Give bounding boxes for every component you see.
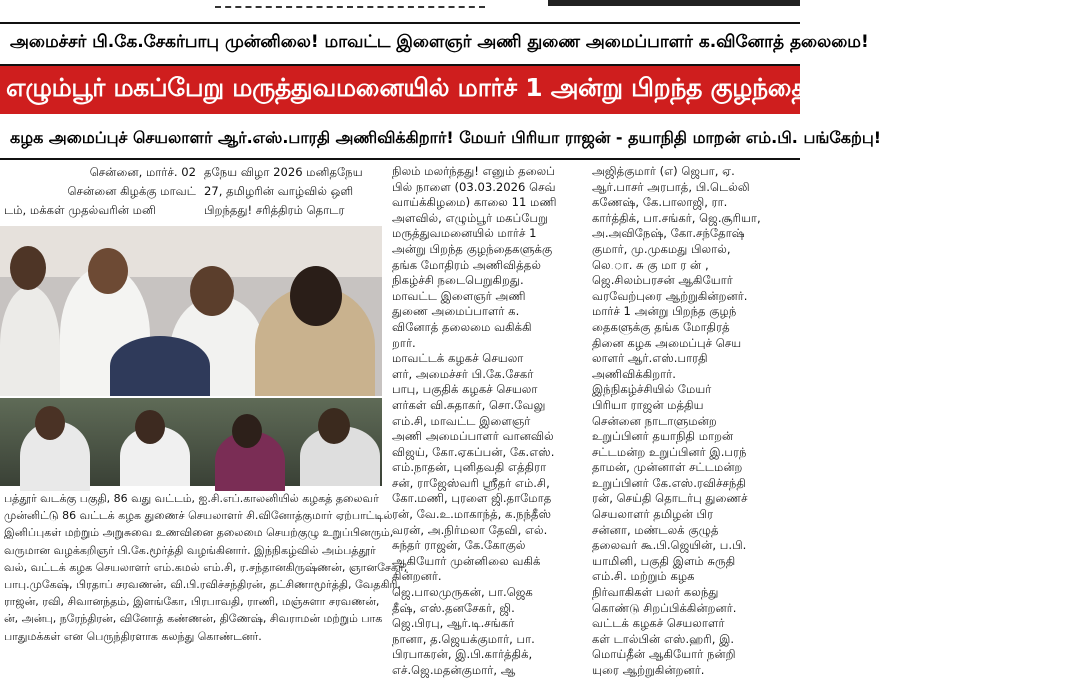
column-line: உறுப்பினர் தயாநிதி மாறன் [592,429,734,444]
column-line: தீஷ், எஸ்.தனசேகர், ஜி. [392,600,515,615]
black-bar [548,0,800,6]
person-head [318,408,350,444]
column-line: தாமன், முன்னாள் சட்டமன்ற [592,460,743,475]
column-line: வட்டக் கழகச் செயலாளர் [592,616,725,631]
column-line: அணி அமைப்பாளர் வானவில் [392,429,554,444]
caption-line: பாதுமக்கள் என பெருந்திரளாக கலந்து கொண்டனர். [4,629,262,643]
column-line: கொண்டு சிறப்பிக்கின்றனர். [592,600,737,615]
column-line: அணிவிக்கிறார். [592,366,676,381]
dashed-divider [215,0,485,8]
column-line: சட்டமன்ற உறுப்பினர் இ.பரந் [592,444,747,459]
person-figure [110,336,210,396]
caption-line: வருமான வழக்கறிஞர் பி.கே.மூர்த்தி வழங்கினார். இந்நிகழ்வில் அம்பத்தூர் [4,543,376,557]
column-line: பாபு, பகுதிக் கழகச் செயலா [392,382,538,397]
person-head [232,414,262,448]
event-photo [0,226,382,486]
column-line: நானா, த.ஜெயக்குமார், பா. [392,631,535,646]
column-line: தினை கழக அமைப்புச் செய [592,335,742,350]
column-line: யுரை ஆற்றுகின்றனர். [592,663,705,677]
column-line: அஜித்குமார் (எ) ஜெபா, ஏ. [592,164,735,178]
column-line: டம், மக்கள் முதல்வரின் மனி [4,203,156,217]
article-column-1 [4,164,196,221]
article-column-4 [592,164,792,679]
headline-main: எழும்பூர் மகப்பேறு மருத்துவமனையில் மார்ச் 1 அன்று பிறந்த குழந்தைகளுக்கு தங்க மோதிரம்! [6,73,1077,102]
column-line: ளர், அமைச்சர் பி.கே.சேகர் [392,366,534,381]
column-line: ரன், வே.உ.மாகாந்த், க.நந்தீஸ் [392,507,552,522]
column-line: சன், ராஜேஸ்வரி ஸ்ரீதர் எம்.சி, [392,475,550,490]
person-figure [0,286,60,406]
photo-caption [4,490,408,645]
column-line: சுந்தர் ராஜன், கே.கோகுல் [392,538,526,553]
column-line: வரவேற்புரை ஆற்றுகின்றனர். [592,288,748,303]
column-line: பிரபாகரன், இ.பி.கார்த்திக், [392,647,533,662]
column-line: சென்னை கிழக்கு மாவட் [67,184,196,198]
column-line: ஜெ.பிரபு, ஆர்.டி.சங்கர் [392,616,515,631]
column-line: நிலம் மலர்ந்தது! எனும் தலைப் [392,164,555,178]
column-line: எச்.ஜெ.மதன்குமார், ஆ [392,663,516,677]
column-line: அ.அவிநேஷ், கோ.சந்தோஷ் [592,226,745,241]
column-line: இந்நிகழ்ச்சியில் மேயர் [592,382,712,397]
column-line: ளர்கள் வி.சுதாகர், சொ.வேலு [392,397,546,412]
article-column-3 [392,164,578,679]
caption-line: பாபு.முகேஷ், பிரதாப் சரவணன், வி.பி.ரவிச்சந்திரன், தட்சிணாமூர்த்தி, வேதகிரி, [4,578,401,592]
column-line: தலைவர் கூ.பி.ஜெயின், ப.பி. [592,538,747,553]
caption-line: பத்தூர் வடக்கு பகுதி, 86 வது வட்டம், ஐ.சி.எப்.காலனியில் கழகத் தலைவர் [4,492,379,505]
column-line: 27, தமிழரின் வாழ்வில் ஒளி [204,184,354,198]
column-line: நிகழ்ச்சி நடைபெறுகிறது. [392,273,524,288]
column-line: ஆர்.பாசர் அரபாத், பி.டெல்லி [592,179,750,194]
column-line: குமார், மு.முகமது பிலால், [592,241,731,256]
headline-top: அமைச்சர் பி.கே.சேகர்பாபு முன்னிலை! மாவட்ட இளைஞர் அணி துணை அமைப்பாளர் க.வினோத் தலைமை! [10,32,869,52]
person-head [190,266,234,316]
column-line: ஜெ.சிலம்பரசன் ஆகியோர் [592,273,733,288]
column-line: தைகளுக்கு தங்க மோதிரத் [592,319,730,334]
column-line: தநேய விழா 2026 மனிதநேய [204,165,363,179]
dateline: சென்னை, மார்ச். 02 [89,165,196,179]
column-line: எம்.நாதன், புனிதவதி எத்திரா [392,460,547,475]
person-head [135,410,165,444]
headline-top-band [0,22,869,66]
column-line: கார்த்திக், பா.சங்கர், ஜெ.சூரியா, [592,210,761,225]
column-line: யாமினி, பகுதி இளம் சுருதி [592,553,736,568]
column-line: அன்று பிறந்த குழந்தைகளுக்கு [392,241,553,256]
column-line: மொய்தீன் ஆகியோர் நன்றி [592,647,736,662]
caption-line: வல், வட்டக் கழக செயலாளர் எம்.கமல் எம்.சி, ர.சந்தானகிருஷ்ணன், ஞானசேகர், [4,560,408,574]
column-line: வாய்க்கிழமை) காலை 11 மணி [392,195,557,210]
person-head [10,246,46,290]
person-head [35,406,65,440]
headline-sub-band [0,118,882,160]
caption-line: இனிப்புகள் மற்றும் அறுசுவை உணவினை தலைமை செயற்குழு உறுப்பினரும், [4,526,394,540]
column-line: கோ.மணி, புரளை ஜி.தாமோத [392,491,552,506]
column-line: செயலாளர் தமிழன் பிர [592,507,714,522]
column-line: நிர்வாகிகள் பலர் கலந்து [592,585,719,600]
column-line: லாளர் ஆர்.எஸ்.பாரதி [592,351,708,366]
column-line: சென்னை நாடாளுமன்ற [592,413,717,428]
column-line: மாவட்டக் கழகச் செயலா [392,351,524,366]
headline-sub: கழக அமைப்புச் செயலாளர் ஆர்.எஸ்.பாரதி அணிவிக்கிறார்! மேயர் பிரியா ராஜன் - தயாநிதி மாறன் எம்.பி. பங்கேற்பு! [10,128,882,147]
column-line: மார்ச் 1 அன்று பிறந்த குழந் [592,304,737,319]
column-line: எம்.சி, மாவட்ட இளைஞர் [392,413,531,428]
person-head [88,248,128,294]
column-line: ஆகியோர் முன்னிலை வகிக் [392,553,541,568]
column-line: றார். [392,335,416,350]
column-line: பில் நாளை (03.03.2026 செவ் [392,179,556,194]
column-line: ஜெ.பாலமுருகன், பா.ஜெக [392,585,533,600]
column-line: தங்க மோதிரம் அணிவித்தல் [392,257,541,272]
column-line: மருத்துவமனையில் மார்ச் 1 [392,226,537,241]
headline-main-band [0,66,1077,114]
caption-line: ராஜன், ரவி, சிவானந்தம், இளங்கோ, பிரபாவதி, ராணி, மஞ்சுளா சரவணன், [4,595,380,609]
column-line: வரன், அ.நிர்மலா தேவி, எல். [392,522,548,537]
column-line: எம்.சி. மற்றும் கழக [592,569,695,584]
column-line: வினோத் தலைமை வகிக்கி [392,319,532,334]
column-line: சன்னா, மண்டலக் குழுத் [592,522,719,537]
article-column-2 [204,164,384,221]
column-line: லெ.ா. சு கு மா ர ன் , [592,257,709,272]
caption-line: ன், அன்பு, நரேந்திரன், வினோத் கண்ணன், திணேஷ், சிவராமன் மற்றும் பாக [4,612,383,626]
column-line: பிரியா ராஜன் மத்திய [592,397,704,412]
column-line: உறுப்பினர் கே.எஸ்.ரவிச்சந்தி [592,475,746,490]
caption-line: முன்னிட்டு 86 வட்டக் கழக துணைச் செயலாளர் சி.வினோத்குமார் ஏற்பாட்டில் [4,509,393,523]
column-line: கணேஷ், கே.பாலாஜி, ரா. [592,195,728,210]
person-head [290,266,342,326]
column-line: அளவில், எழும்பூர் மகப்பேறு [392,210,548,225]
top-rule [0,0,800,10]
column-line: கின்றனர். [392,569,442,584]
column-line: கள் டால்பின் எஸ்.ஹரி, இ. [592,631,735,646]
column-line: ரன், செய்தி தொடர்பு துணைச் [592,491,748,506]
column-line: மாவட்ட இளைஞர் அணி [392,288,526,303]
column-line: பிறந்தது! சரித்திரம் தொடர [204,203,345,217]
column-line: துணை அமைப்பாளர் க. [392,304,520,319]
column-line: விஜய், கோ.ஏகப்பன், கே.எஸ். [392,444,555,459]
